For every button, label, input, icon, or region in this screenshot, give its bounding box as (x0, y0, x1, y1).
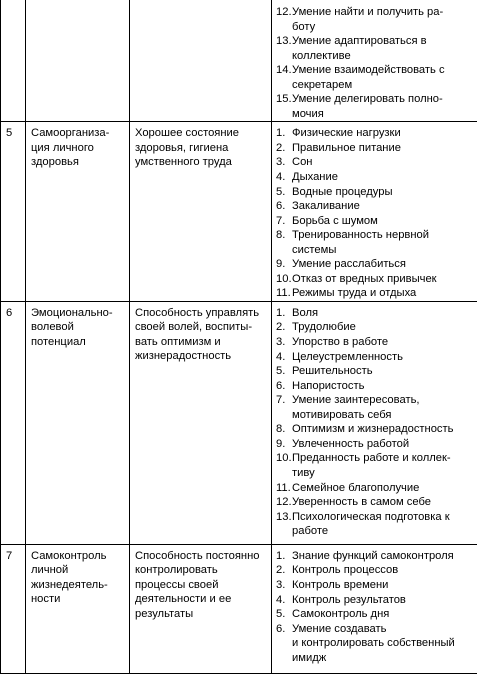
item-number: 5. (276, 364, 292, 379)
item-number: 4. (276, 350, 292, 365)
item-text: Оптимизм и жизнерадостность (292, 422, 475, 437)
item-text: Сон (292, 155, 475, 170)
list-item (276, 350, 475, 365)
item-number: 7. (276, 393, 292, 422)
list-item (276, 228, 475, 257)
items-list (276, 549, 475, 665)
item-number: 13. (276, 34, 292, 63)
list-item (276, 5, 475, 34)
list-item (276, 199, 475, 214)
item-text: Психологическая подготовка к работе (292, 510, 475, 539)
item-text: Физические нагрузки (292, 126, 475, 141)
item-text: Знание функций самоконтроля (292, 549, 475, 564)
row-description: Способность управлять своей волей, воспиты- вать оптимизм и жизнерадостность (130, 301, 272, 544)
item-number: 11. (276, 481, 292, 496)
list-item (276, 563, 475, 578)
list-item (276, 622, 475, 666)
item-text: Закаливание (292, 199, 475, 214)
item-text: Правильное питание (292, 141, 475, 156)
table-row (1, 0, 477, 122)
list-item (276, 126, 475, 141)
list-item (276, 185, 475, 200)
item-number: 6. (276, 622, 292, 666)
item-text: Напористость (292, 379, 475, 394)
list-item (276, 481, 475, 496)
item-text: Тренированность нервной системы (292, 228, 475, 257)
item-number: 12. (276, 495, 292, 510)
list-item (276, 510, 475, 539)
row-name: Самоорганиза- ция личного здоровья (26, 122, 130, 302)
item-number: 3. (276, 335, 292, 350)
item-number: 5. (276, 607, 292, 622)
row-number: 6 (1, 301, 26, 544)
item-text: Борьба с шумом (292, 214, 475, 229)
item-text: Воля (292, 306, 475, 321)
item-number: 15. (276, 92, 292, 121)
item-number: 4. (276, 593, 292, 608)
items-list (276, 126, 475, 301)
item-number: 3. (276, 578, 292, 593)
item-text: Умение найти и получить ра- боту (292, 5, 475, 34)
item-number: 10. (276, 272, 292, 287)
item-number: 8. (276, 422, 292, 437)
item-number: 6. (276, 379, 292, 394)
row-items (272, 0, 477, 122)
row-name: Эмоционально- волевой потенциал (26, 301, 130, 544)
list-item (276, 607, 475, 622)
item-number: 10. (276, 451, 292, 480)
item-number: 6. (276, 199, 292, 214)
item-text: Самоконтроль дня (292, 607, 475, 622)
item-text: Уверенность в самом себе (292, 495, 475, 510)
row-description (130, 0, 272, 122)
list-item (276, 286, 475, 301)
list-item (276, 214, 475, 229)
item-number: 9. (276, 437, 292, 452)
item-text: Трудолюбие (292, 320, 475, 335)
row-number: 7 (1, 544, 26, 673)
list-item (276, 379, 475, 394)
table-row (1, 301, 477, 544)
item-text: Умение адаптироваться в коллективе (292, 34, 475, 63)
list-item (276, 335, 475, 350)
item-number: 1. (276, 126, 292, 141)
list-item (276, 549, 475, 564)
item-number: 2. (276, 320, 292, 335)
item-number: 9. (276, 257, 292, 272)
item-text: Умение делегировать полно- мочия (292, 92, 475, 121)
item-text: Умение заинтересовать, мотивировать себя (292, 393, 475, 422)
list-item (276, 306, 475, 321)
item-number: 1. (276, 549, 292, 564)
row-description: Хорошее состояние здоровья, гигиена умственного труда (130, 122, 272, 302)
list-item (276, 393, 475, 422)
table-body (1, 0, 477, 673)
list-item (276, 495, 475, 510)
item-text: Умение взаимодействовать с секретарем (292, 63, 475, 92)
table-row (1, 544, 477, 673)
item-number: 4. (276, 170, 292, 185)
list-item (276, 437, 475, 452)
item-text: Семейное благополучие (292, 481, 475, 496)
row-name (26, 0, 130, 122)
item-text: Контроль времени (292, 578, 475, 593)
item-text: Контроль процессов (292, 563, 475, 578)
row-number (1, 0, 26, 122)
item-text: Умение создавать и контролировать собственный имидж (292, 622, 475, 666)
list-item (276, 593, 475, 608)
list-item (276, 578, 475, 593)
list-item (276, 63, 475, 92)
item-number: 14. (276, 63, 292, 92)
list-item (276, 34, 475, 63)
list-item (276, 170, 475, 185)
item-text: Отказ от вредных привычек (292, 272, 475, 287)
item-number: 2. (276, 563, 292, 578)
list-item (276, 364, 475, 379)
item-text: Дыхание (292, 170, 475, 185)
row-description: Способность постоянно контролировать процессы своей деятельности и ее результаты (130, 544, 272, 673)
list-item (276, 451, 475, 480)
row-items (272, 544, 477, 673)
item-text: Контроль результатов (292, 593, 475, 608)
list-item (276, 257, 475, 272)
item-number: 3. (276, 155, 292, 170)
items-list (276, 5, 475, 121)
table-row (1, 122, 477, 302)
item-number: 5. (276, 185, 292, 200)
item-text: Решительность (292, 364, 475, 379)
item-text: Целеустремленность (292, 350, 475, 365)
item-number: 2. (276, 141, 292, 156)
row-items (272, 301, 477, 544)
list-item (276, 422, 475, 437)
list-item (276, 92, 475, 121)
row-number: 5 (1, 122, 26, 302)
item-text: Упорство в работе (292, 335, 475, 350)
row-name: Самоконтроль личной жизнедеятель- ности (26, 544, 130, 673)
item-number: 12. (276, 5, 292, 34)
item-number: 1. (276, 306, 292, 321)
item-text: Увлеченность работой (292, 437, 475, 452)
item-text: Преданность работе и коллек- тиву (292, 451, 475, 480)
item-number: 11. (276, 286, 292, 301)
item-number: 7. (276, 214, 292, 229)
list-item (276, 320, 475, 335)
list-item (276, 272, 475, 287)
row-items (272, 122, 477, 302)
item-number: 13. (276, 510, 292, 539)
item-text: Водные процедуры (292, 185, 475, 200)
item-text: Режимы труда и отдыха (292, 286, 475, 301)
item-text: Умение расслабиться (292, 257, 475, 272)
item-number: 8. (276, 228, 292, 257)
list-item (276, 155, 475, 170)
list-item (276, 141, 475, 156)
items-list (276, 306, 475, 539)
